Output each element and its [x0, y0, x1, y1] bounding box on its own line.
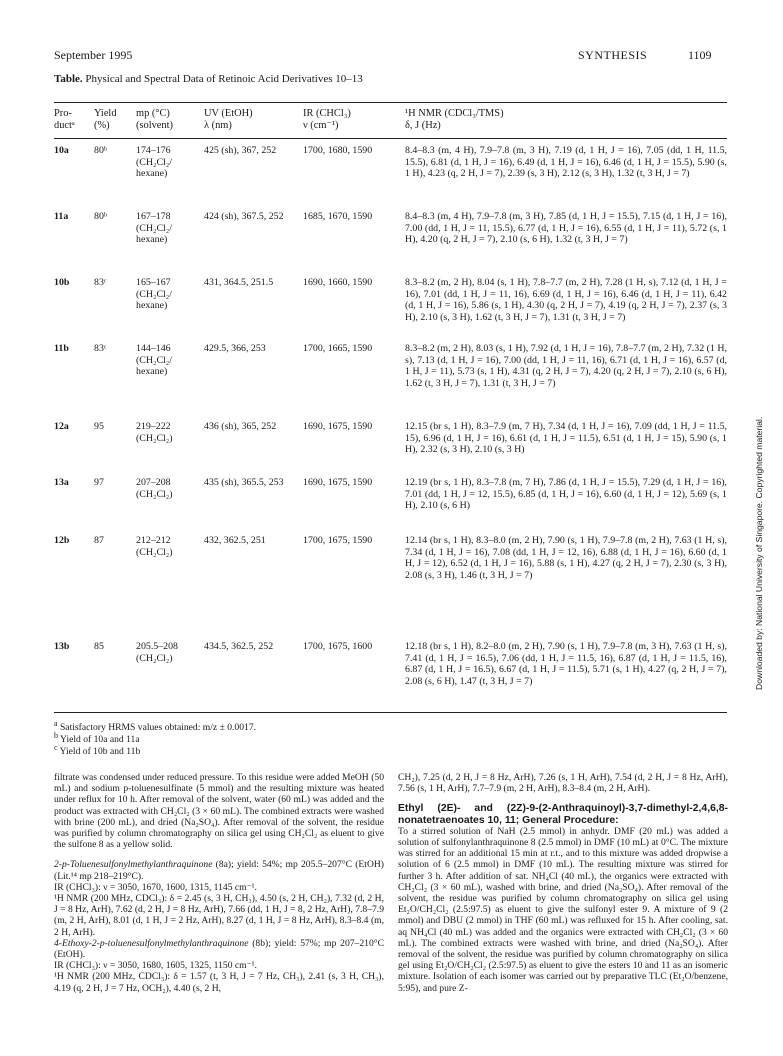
download-watermark-text: Downloaded by: National University of Singapore. Copyrighted material.: [754, 416, 764, 690]
compound-name: 2-p-Toluenesulfonylmethylanthraquinone: [54, 859, 213, 871]
col-header-product: Pro- ductᵃ: [54, 108, 75, 131]
ir-data: IR (CHCl₃): ν = 3050, 1670, 1600, 1315, 1145 cm⁻¹.: [54, 881, 257, 893]
cell-mp: 165–167 (CH₂Cl₂/ hexane): [136, 277, 172, 312]
page-number: 1109: [688, 48, 712, 62]
cell-mp: 144–146 (CH₂Cl₂/ hexane): [136, 343, 172, 378]
nmr-data: ¹H NMR (200 MHz, CDCl₃): δ = 2.45 (s, 3 H, CH₃), 4.50 (s, 2 H, CH₂), 7.32 (d, 2 H, J = 8 Hz, ArH), 7.62 (d, 2 H, J = 8 Hz, ArH), 7.66 (dd, 1 H, J = 8, 2 Hz, ArH), 7.8–7.9 (m, 2 H, ArH), 8.01 (d, 1 H, J = 2 Hz, ArH), 8.27 (d, 1 H, J = 8 Hz, ArH), 8.3–8.4 (m, 2 H, ArH).: [54, 893, 384, 938]
cell-product: 13b: [54, 641, 70, 652]
compound-name: 4-Ethoxy-2-p-toluenesulfonylmethylanthraquinone: [54, 937, 249, 949]
download-watermark: [754, 350, 768, 690]
table-header-rule: [54, 138, 727, 139]
paragraph: filtrate was condensed under reduced pressure. To this residue were added MeOH (50 mL) and sodium p-toluenesulfinate (5 mmol) and the resulting mixture was heated under reflux for 10 h. After removal of the solvent, water (60 mL) was added and the product was extracted with CH₂Cl₂ (3 × 60 mL). The combined extracts were washed with brine (200 mL), and dried (Na₂SO₄). After removal of the solvent, the residue was purified by column chromatography on silica gel using CH₂Cl₂ as eluent to give the sulfone 8 as a yellow solid.: [54, 772, 384, 851]
running-header-journal: SYNTHESIS: [578, 48, 648, 62]
cell-uv: 429.5, 366, 253: [204, 343, 266, 354]
col-header-uv: UV (EtOH) λ (nm): [204, 108, 253, 131]
table-top-rule: [54, 102, 727, 103]
col-header-mp: mp (°C) (solvent): [136, 108, 173, 131]
cell-product: 11b: [54, 343, 69, 354]
cell-yield: 83ᶜ: [94, 277, 107, 288]
cell-yield: 95: [94, 421, 104, 432]
footnote-mark: b: [54, 731, 58, 740]
cell-nmr: 8.3–8.2 (m, 2 H), 8.03 (s, 1 H), 7.92 (d, 1 H, J = 16), 7.8–7.7 (m, 2 H), 7.32 (1 H, s), 7.13 (d, 1 H, J = 16), 7.00 (dd, 1 H, J = 11, 16), 6.71 (d, 1 H, J = 16), 6.57 (d, 1 H, J = 11), 5.73 (s, 1 H), 4.31 (q, 2 H, J = 7), 4.20 (q, 2 H, J = 7), 2.10 (s, 6 H), 1.62 (t, 3 H, J = 7), 1.31 (t, 3 H, J = 7): [405, 343, 727, 389]
table-footnote: [54, 742, 140, 758]
cell-product: 11a: [54, 211, 69, 222]
cell-ir: 1700, 1675, 1590: [303, 535, 373, 546]
cell-ir: 1685, 1670, 1590: [303, 211, 373, 222]
cell-product: 10a: [54, 145, 69, 156]
cell-mp: 174–176 (CH₂Cl₂/ hexane): [136, 145, 172, 180]
compound-8a-entry: [54, 859, 384, 881]
cell-uv: 425 (sh), 367, 252: [204, 145, 277, 156]
table-title-text: Physical and Spectral Data of Retinoic Acid Derivatives 10–13: [82, 73, 363, 85]
cell-mp: 207–208 (CH₂Cl₂): [136, 477, 173, 500]
cell-uv: 434.5, 362.5, 252: [204, 641, 274, 652]
cell-mp: 212–212 (CH₂Cl₂): [136, 535, 173, 558]
cell-yield: 97: [94, 477, 104, 488]
paragraph: CH₂), 7.25 (d, 2 H, J = 8 Hz, ArH), 7.26 (s, 1 H, ArH), 7.54 (d, 2 H, J = 8 Hz, ArH), 7.56 (s, 1 H, ArH), 7.7–7.9 (m, 2 H, ArH), 8.3–8.4 (m, 2 H, ArH).: [398, 772, 728, 795]
footnote-text: Satisfactory HRMS values obtained: m/z ± 0.0017.: [59, 722, 257, 734]
running-header-date: September 1995: [54, 48, 133, 62]
paragraph: To a stirred solution of NaH (2.5 mmol) in anhydr. DMF (20 mL) was added a solution of sulfonylanthraquinone 8 (2.5 mmol) in DMF (10 mL) at 0°C. The mixture was stirred for an additional 15 min at r.t., and to this mixture was added dropwise a solution of 6 (2.5 mmol) in DMF (10 mL). The resulting mixture was stirred for further 3 h. After addition of sat. NH₄Cl (40 mL), the organics were extracted with CH₂Cl₂ (3 × 60 mL), washed with brine, and dried (Na₂SO₄). After removal of the solvent, the residue was purified by column chromatography on silica gel using Et₂O/CH₂Cl₂ (2.5:97.5) as eluent to give the sulfonyl ester 9. A mixture of 9 (2 mmol) and DBU (2 mmol) in THF (60 mL) was refluxed for 15 h. After cooling, sat. aq NH₄Cl (40 mL) was added and the organics were extracted with CH₂Cl₂ (3 × 60 mL). The combined extracts were washed with brine, and dried (Na₂SO₄). After removal of the solvent, the residue was purified by column chromatography on silica gel using Et₂O/CH₂Cl₂ (2.5:97.5) as eluent to give the esters 10 and 11 as an isomeric mixture. Isolation of each isomer was carried out by preparative TLC (Et₂O/benzene, 5:95), and pure Z-: [398, 825, 728, 994]
cell-yield: 80ᵇ: [94, 145, 107, 156]
cell-nmr: 8.4–8.3 (m, 4 H), 7.9–7.8 (m, 3 H), 7.85 (d, 1 H, J = 15.5), 7.15 (d, 1 H, J = 16), 7.00 (dd, 1 H, J = 11, 15.5), 6.77 (d, 1 H, J = 16), 6.55 (d, 1 H, J = 11), 5.72 (s, 1 H), 4.20 (q, 2 H, J = 7), 2.10 (s, 6 H), 1.32 (t, 3 H, J = 7): [405, 211, 727, 246]
cell-ir: 1700, 1665, 1590: [303, 343, 373, 354]
compound-data: (8a); yield: 54%; mp 205.5–207°C (EtOH) (Lit.¹⁴ mp 218–219°C).: [54, 859, 384, 882]
cell-uv: 435 (sh), 365.5, 253: [204, 477, 284, 488]
cell-uv: 424 (sh), 367.5, 252: [204, 211, 284, 222]
cell-product: 13a: [54, 477, 69, 488]
ir-data: IR (CHCl₃): ν = 3050, 1680, 1605, 1325, 1150 cm⁻¹.: [54, 960, 257, 972]
cell-nmr: 8.3–8.2 (m, 2 H), 8.04 (s, 1 H), 7.8–7.7 (m, 2 H), 7.28 (1 H, s), 7.12 (d, 1 H, J = 16), 7.01 (dd, 1 H, J = 11, 16), 6.69 (d, 1 H, J = 16), 6.46 (d, 1 H, J = 11), 6.42 (d, 1 H, J = 16), 5.86 (s, 1 H), 4.30 (q, 2 H, J = 7), 4.19 (q, 2 H, J = 7), 2.37 (s, 3 H), 2.10 (s, 3 H), 1.62 (t, 3 H, J = 7), 1.31 (t, 3 H, J = 7): [405, 277, 727, 323]
footnote-text: Yield of 10b and 11b: [59, 746, 141, 758]
cell-uv: 431, 364.5, 251.5: [204, 277, 274, 288]
nmr-data: ¹H NMR (200 MHz, CDCl₃): δ = 1.57 (t, 3 H, J = 7 Hz, CH₃), 2.41 (s, 3 H, CH₃), 4.19 (q, 2 H, J = 7 Hz, OCH₂), 4.40 (s, 2 H,: [54, 971, 384, 994]
table-bottom-rule: [54, 712, 727, 713]
body-column-right: [398, 772, 728, 994]
cell-nmr: 8.4–8.3 (m, 4 H), 7.9–7.8 (m, 3 H), 7.19 (d, 1 H, J = 16), 7.05 (dd, 1 H, 11.5, 15.5), 6.81 (d, 1 H, J = 16), 6.49 (d, 1 H, J = 16), 6.46 (d, 1 H, J = 15.5), 5.90 (s, 1 H), 4.23 (q, 2 H, J = 7), 2.39 (s, 3 H), 2.12 (s, 3 H), 1.32 (t, 3 H, J = 7): [405, 145, 727, 180]
col-header-nmr: ¹H NMR (CDCl₃/TMS) δ, J (Hz): [405, 108, 504, 131]
cell-ir: 1700, 1675, 1600: [303, 641, 373, 652]
col-header-ir: IR (CHCl₃) ν (cm⁻¹): [303, 108, 351, 131]
cell-product: 10b: [54, 277, 70, 288]
cell-uv: 436 (sh), 365, 252: [204, 421, 277, 432]
footnote-text: Yield of 10a and 11a: [60, 734, 140, 746]
cell-yield: 83ᶜ: [94, 343, 107, 354]
body-column-left: [54, 772, 384, 994]
cell-ir: 1690, 1660, 1590: [303, 277, 373, 288]
table-title-label: Table.: [54, 73, 83, 85]
cell-mp: 219–222 (CH₂Cl₂): [136, 421, 173, 444]
compound-8b-entry: [54, 938, 384, 960]
cell-nmr: 12.19 (br s, 1 H), 8.3–7.8 (m, 7 H), 7.86 (d, 1 H, J = 15.5), 7.29 (d, 1 H, J = 16), 7.01 (dd, 1 H, J = 12, 15.5), 6.85 (d, 1 H, J = 16), 6.60 (d, 1 H, J = 12), 5.69 (s, 1 H), 2.10 (s, 6 H): [405, 477, 727, 512]
cell-ir: 1690, 1675, 1590: [303, 477, 373, 488]
cell-mp: 205.5–208 (CH₂Cl₂): [136, 641, 178, 664]
cell-nmr: 12.15 (br s, 1 H), 8.3–7.9 (m, 7 H), 7.34 (d, 1 H, J = 16), 7.09 (dd, 1 H, J = 11.5, 15), 6.96 (d, 1 H, J = 16), 6.61 (d, 1 H, J = 11.5), 6.51 (d, 1 H, J = 15), 5.90 (s, 1 H), 2.32 (s, 3 H), 2.10 (s, 3 H): [405, 421, 727, 456]
cell-uv: 432, 362.5, 251: [204, 535, 266, 546]
cell-ir: 1700, 1680, 1590: [303, 145, 373, 156]
table-title: [54, 73, 363, 85]
cell-product: 12a: [54, 421, 69, 432]
footnote-mark: c: [54, 743, 58, 752]
cell-yield: 85: [94, 641, 104, 652]
cell-ir: 1690, 1675, 1590: [303, 421, 373, 432]
section-heading: Ethyl (2E)- and (2Z)-9-(2-Anthraquinoyl)-3,7-dimethyl-2,4,6,8-nonatetraenoates 10, 11; General Procedure:: [398, 803, 728, 826]
col-header-yield: Yield (%): [94, 108, 117, 131]
footnote-mark: a: [54, 719, 58, 728]
cell-nmr: 12.14 (br s, 1 H), 8.3–8.0 (m, 2 H), 7.90 (s, 1 H), 7.9–7.8 (m, 2 H), 7.63 (1 H, s), 7.34 (d, 1 H, J = 16), 7.08 (dd, 1 H, J = 12, 16), 6.88 (d, 1 H, J = 16), 6.60 (d, 1 H, J = 12), 6.52 (d, 1 H, J = 16), 5.88 (s, 1 H), 4.27 (q, 2 H, J = 7), 2.30 (s, 3 H), 2.08 (s, 3 H), 1.46 (t, 3 H, J = 7): [405, 535, 727, 581]
cell-yield: 87: [94, 535, 104, 546]
cell-product: 12b: [54, 535, 70, 546]
compound-data: (8b); yield: 57%; mp 207–210°C (EtOH).: [54, 937, 384, 961]
cell-mp: 167–178 (CH₂Cl₂/ hexane): [136, 211, 172, 246]
cell-nmr: 12.18 (br s, 1 H), 8.2–8.0 (m, 2 H), 7.90 (s, 1 H), 7.9–7.8 (m, 3 H), 7.63 (1 H, s), 7.41 (d, 1 H, J = 16.5), 7.06 (dd, 1 H, J = 11.5, 16), 6.87 (d, 1 H, J = 11.5, 16), 6.87 (d, 1 H, J = 16.5), 6.67 (d, 1 H, J = 11.5), 5.71 (s, 1 H), 4.27 (q, 2 H, J = 7), 2.08 (s, 6 H), 1.47 (t, 3 H, J = 7): [405, 641, 727, 687]
cell-yield: 80ᵇ: [94, 211, 107, 222]
